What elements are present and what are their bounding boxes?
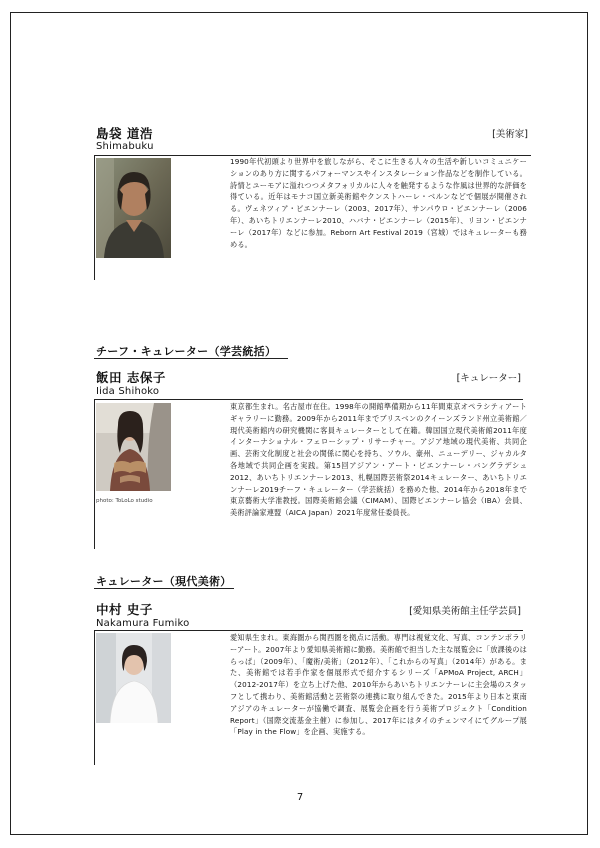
section-heading-underline [94,358,288,359]
bio-text: 1990年代初頭より世界中を旅しながら、そこに生きる人々の生活や新しいコミュニケーションのあり方に関するパフォーマンスやインスタレーション作品などを制作している。詩情とユーモアに溢れつつメタフォリカルに人々を触発するような作風は世界的な評価を得ている。近年はモナコ国立新美術館やクンストハーレ・ベルンなどで個展が開催される。ヴェネツィア・ビエンナーレ（2003、2017年）、サンパウロ・ビエンナーレ（2006年）、あいちトリエンナーレ2010、ハバナ・ビエンナーレ（2015年）、リヨン・ビエンナーレ（2017年）などに参加。Reborn Art Festival 2019（宮城）ではキュレーターも務める。 [230,157,527,249]
profile-name: 島袋 道浩 [96,126,153,141]
divider-rule [94,630,523,631]
profile-bio [230,632,527,738]
photo-credit: photo: ToLoLo studio [96,498,153,504]
vertical-rule [94,155,95,280]
portrait-photo-shimabuku [96,158,171,258]
profile-role: [愛知県美術館主任学芸員] [409,606,521,617]
bio-text: 愛知県生まれ。東海圏から関西圏を拠点に活動。専門は視覚文化、写真、コンテンポラリーアート。2007年より愛知県美術館に勤務。美術館で担当した主な展覧会に「放課後のはらっぱ」（2009年）、「魔術/美術」（2012年）、「これからの写真」（2014年）がある。また、美術館では若手作家を個展形式で紹介するシリーズ「APMoA Project, ARCH」（2012-2017年）を立ち上げた他、2010年からあいちトリエンナーレに主会場のスタッフとして携わり、美術館活動と芸術祭の連携に取り組んできた。2015年より日本と東南アジアのキュレーターが協働で調査、展覧会企画を行う美術プロジェクト「Condition Report」（国際交流基金主催）に参加し、2017年にはタイのチェンマイにてグループ展「Play in the Flow」を企画、実施する。 [230,633,527,737]
portrait-photo-iida [96,403,171,491]
profile-name: 飯田 志保子 [96,370,166,385]
profile-name: 中村 史子 [96,602,153,617]
profile-bio [230,156,527,250]
profile-roman-name: Nakamura Fumiko [96,618,190,629]
section-heading: キュレーター（現代美術） [96,575,232,588]
page-number: 7 [296,792,304,803]
vertical-rule [94,399,95,549]
section-heading: チーフ・キュレーター（学芸統括） [96,345,277,358]
vertical-rule [94,630,95,765]
profile-role: [キュレーター] [456,373,521,384]
bio-text: 東京都生まれ。名古屋市在住。1998年の開館準備期から11年間東京オペラシティアートギャラリーに勤務。2009年から2011年までブリスベンのクイーンズランド州立美術館／現代美術館内の研究機関に客員キュレーターとして在籍。韓国国立現代美術館2011年度インターナショナル・フェローシップ・リサーチャー。アジア地域の現代美術、共同企画、芸術文化制度と社会の関係に関心を持ち、ソウル、豪州、ニューデリー、ジャカルタ各地域で共同企画を実践。第15回アジアン・アート・ビエンナーレ・バングラデシュ2012、あいちトリエンナーレ2013、札幌国際芸術祭2014キュレーター、あいちトリエンナーレ2019チーフ・キュレーター（学芸統括）を務めた他、2014年から2018年まで東京藝術大学准教授。国際美術館会議（CIMAM）、国際ビエンナーレ協会（IBA）会員、美術評論家連盟（AICA Japan）2021年度常任委員長。 [230,402,527,518]
profile-role: [美術家] [492,129,528,140]
profile-bio [230,401,527,519]
divider-rule [94,399,523,400]
profile-roman-name: Iida Shihoko [96,386,160,397]
section-heading-underline [94,588,234,589]
profile-roman-name: Shimabuku [96,141,154,152]
portrait-photo-nakamura [96,633,171,723]
